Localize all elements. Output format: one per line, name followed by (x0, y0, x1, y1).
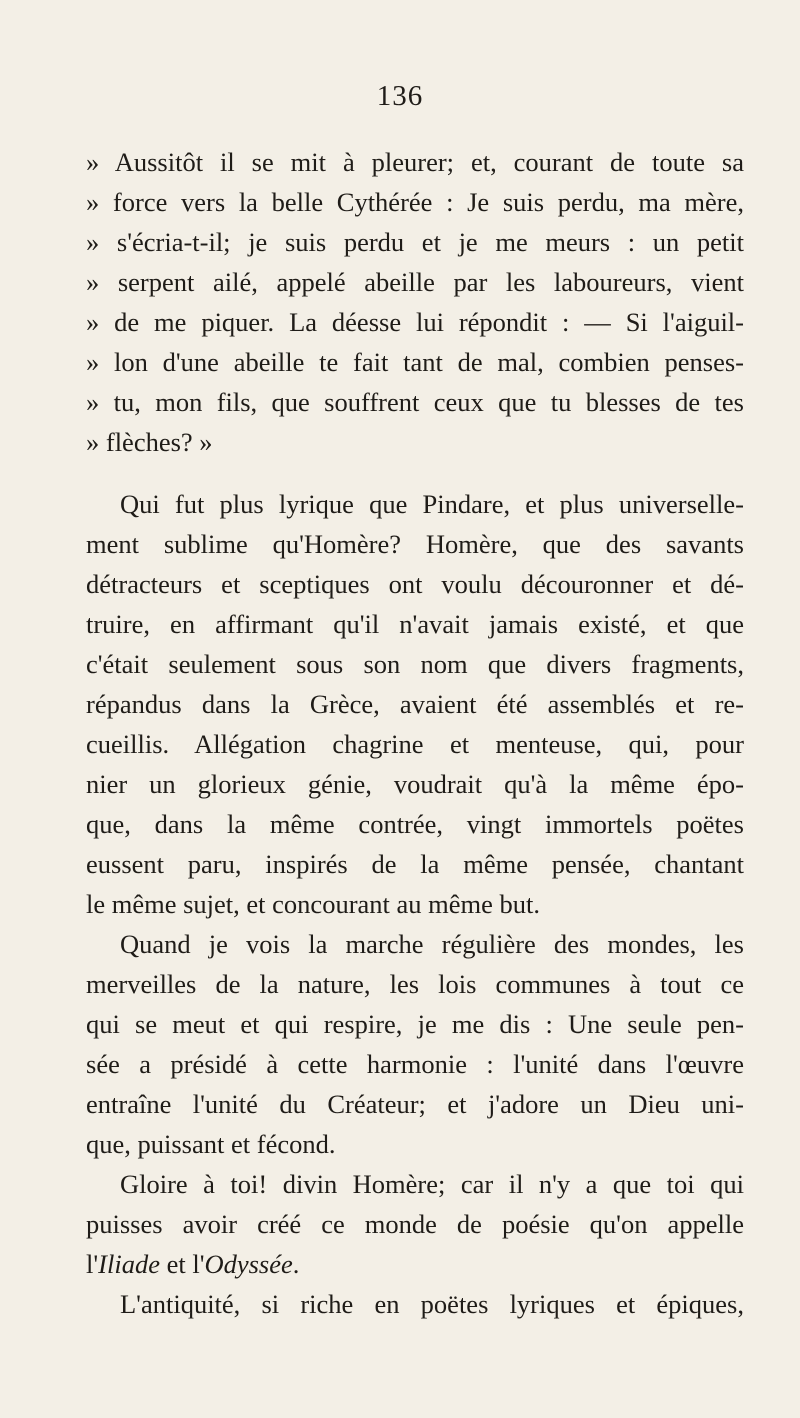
paragraph-line: c'était seulement sous son nom que divers fragments, (86, 649, 744, 679)
paragraph-line (86, 1244, 744, 1284)
page-number: 136 (376, 80, 424, 112)
quote-line: » force vers la belle Cythérée : Je suis perdu, ma mère, (86, 187, 744, 217)
quote-line: » s'écria-t-il; je suis perdu et je me meurs : un petit (86, 227, 744, 257)
title-odyssee: Odyssée (204, 1249, 293, 1279)
paragraph-line: détracteurs et sceptiques ont voulu découronner et dé- (86, 569, 744, 599)
paragraph-line: le même sujet, et concourant au même but. (86, 889, 541, 919)
paragraph-line: qui se meut et qui respire, je me dis : Une seule pen- (86, 1009, 744, 1039)
paragraph-line: L'antiquité, si riche en poëtes lyriques et épiques, (120, 1289, 744, 1319)
paragraph-line: Quand je vois la marche régulière des mondes, les (120, 929, 744, 959)
text-fragment: et l' (159, 1249, 205, 1279)
paragraph-line: cueillis. Allégation chagrine et menteuse, qui, pour (86, 729, 744, 759)
paragraph-line: Qui fut plus lyrique que Pindare, et plus universelle- (120, 489, 744, 519)
quote-line: » tu, mon fils, que souffrent ceux que tu blesses de tes (86, 387, 744, 417)
title-iliade: Iliade (98, 1249, 160, 1279)
paragraph-line: ment sublime qu'Homère? Homère, que des savants (86, 529, 744, 559)
text-fragment: l' (86, 1249, 99, 1279)
paragraph-line: nier un glorieux génie, voudrait qu'à la même épo- (86, 769, 744, 799)
paragraph-line: truire, en affirmant qu'il n'avait jamais existé, et que (86, 609, 744, 639)
paragraph-line: Gloire à toi! divin Homère; car il n'y a que toi qui (120, 1169, 744, 1199)
quote-line: » Aussitôt il se mit à pleurer; et, courant de toute sa (86, 147, 744, 177)
paragraph-line: que, dans la même contrée, vingt immortels poëtes (86, 809, 744, 839)
paragraph-line: eussent paru, inspirés de la même pensée, chantant (86, 849, 744, 879)
text-fragment: . (292, 1249, 300, 1279)
paragraph-line: entraîne l'unité du Créateur; et j'adore un Dieu uni- (86, 1089, 744, 1119)
paragraph-line: sée a présidé à cette harmonie : l'unité dans l'œuvre (86, 1049, 744, 1079)
paragraph-line: que, puissant et fécond. (86, 1129, 336, 1159)
page-text (86, 142, 744, 1324)
paragraph-line: merveilles de la nature, les lois communes à tout ce (86, 969, 744, 999)
quote-line: » de me piquer. La déesse lui répondit : — Si l'aiguil- (86, 307, 744, 337)
paragraph-gap (86, 462, 744, 484)
quote-line: » serpent ailé, appelé abeille par les laboureurs, vient (86, 267, 744, 297)
quote-line: » flèches? » (86, 427, 213, 457)
paragraph-line: répandus dans la Grèce, avaient été assemblés et re- (86, 689, 744, 719)
quote-line: » lon d'une abeille te fait tant de mal, combien penses- (86, 347, 744, 377)
paragraph-line: puisses avoir créé ce monde de poésie qu'on appelle (86, 1209, 744, 1239)
